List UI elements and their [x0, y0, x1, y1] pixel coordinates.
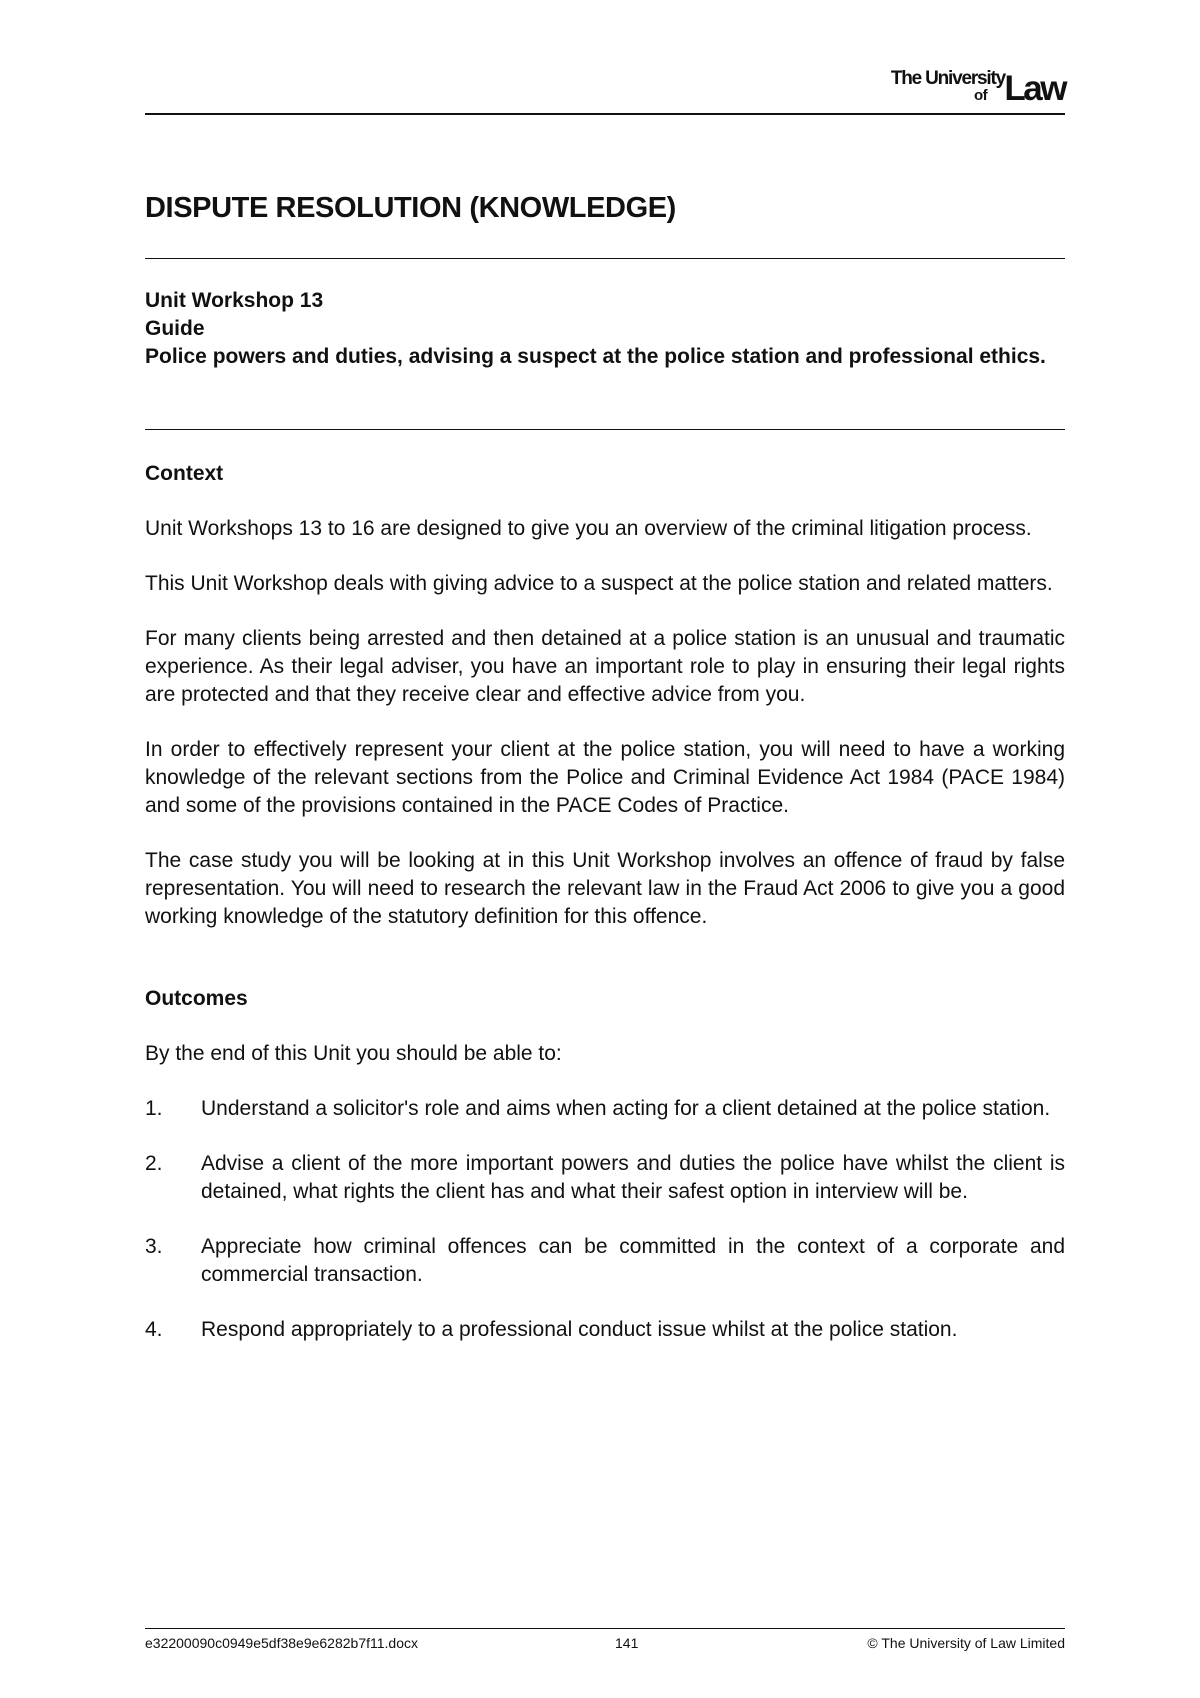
footer-filename: e32200090c0949e5df38e9e6282b7f11.docx [145, 1635, 418, 1651]
main-content [145, 460, 1065, 1371]
context-paragraph: The case study you will be looking at in this Unit Workshop involves an offence of fraud by false representation. You will need to research the relevant law in the Fraud Act 2006 to give you a good working knowledge of the statutory definition for this offence. [145, 849, 1065, 928]
outcomes-section [145, 985, 1065, 1344]
footer-page-number: 141 [615, 1635, 639, 1651]
footer-copyright: © The University of Law Limited [867, 1635, 1065, 1651]
context-section [145, 460, 1065, 931]
unit-guide-label: Guide [145, 317, 205, 340]
logo-text-the-university: The University [890, 68, 1005, 89]
outcome-item [145, 1095, 1065, 1123]
context-paragraph: This Unit Workshop deals with giving advice to a suspect at the police station and related matters. [145, 572, 1053, 595]
unit-info [145, 287, 1065, 371]
footer-divider [145, 1628, 1065, 1629]
outcomes-list [145, 1095, 1065, 1344]
unit-subject: Police powers and duties, advising a suspect at the police station and professional ethics. [145, 345, 1046, 368]
document-page [145, 0, 1065, 1698]
outcomes-intro: By the end of this Unit you should be able to: [145, 1042, 562, 1065]
outcome-text: Advise a client of the more important powers and duties the police have whilst the client is detained, what rights the client has and what their safest option in interview will be. [201, 1152, 1065, 1203]
logo-text-law: Law [1004, 69, 1065, 108]
outcome-text: Understand a solicitor's role and aims when acting for a client detained at the police station. [201, 1097, 1051, 1120]
context-paragraph: For many clients being arrested and then detained at a police station is an unusual and traumatic experience. As their legal adviser, you have an important role to play in ensuring their legal rights are protected and that they receive clear and effective advice from you. [145, 627, 1065, 706]
outcome-item [145, 1150, 1065, 1206]
header-divider [145, 113, 1065, 115]
logo-text-of: of [974, 87, 987, 104]
outcome-number: 3. [145, 1235, 163, 1258]
outcome-number: 1. [145, 1097, 163, 1120]
title-divider [145, 258, 1065, 259]
section-spacer [145, 958, 1065, 985]
unit-workshop-label: Unit Workshop 13 [145, 289, 324, 312]
document-title: DISPUTE RESOLUTION (KNOWLEDGE) [145, 192, 676, 224]
outcomes-heading: Outcomes [145, 987, 248, 1010]
context-paragraph: Unit Workshops 13 to 16 are designed to give you an overview of the criminal litigation process. [145, 517, 1032, 540]
context-heading: Context [145, 462, 224, 485]
outcome-number: 4. [145, 1318, 163, 1341]
outcome-text: Respond appropriately to a professional conduct issue whilst at the police station. [201, 1318, 958, 1341]
outcome-text: Appreciate how criminal offences can be committed in the context of a corporate and commercial transaction. [201, 1235, 1065, 1286]
outcome-item [145, 1316, 1065, 1344]
university-of-law-logo [855, 64, 1065, 108]
context-paragraph: In order to effectively represent your client at the police station, you will need to have a working knowledge of the relevant sections from the Police and Criminal Evidence Act 1984 (PACE 1984) and some of the provisions contained in the PACE Codes of Practice. [145, 738, 1065, 817]
unit-divider [145, 429, 1065, 430]
outcome-item [145, 1233, 1065, 1289]
outcome-number: 2. [145, 1152, 163, 1175]
